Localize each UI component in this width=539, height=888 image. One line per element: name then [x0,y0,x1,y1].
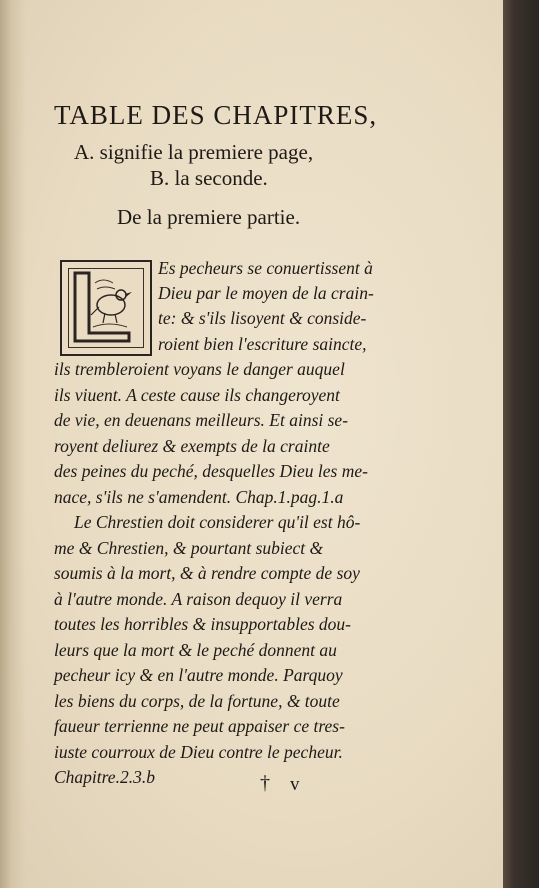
show-through [250,748,450,773]
bird-woodcut-icon [68,268,144,348]
section-heading: De la premiere partie. [117,205,301,229]
text-line: ils viuent. A ceste cause ils changeroyent [54,385,340,405]
text-line: les biens du corps, de la fortune, & toute [54,691,340,711]
text-line: royent deliurez & exempts de la crainte [54,436,330,456]
text-line: de vie, en deuenans meilleurs. Et ainsi se- [54,410,349,430]
text-line: Le Chrestien doit considerer qu'il est hô- [74,512,361,532]
text-line: Es pecheurs se conuertissent à [158,258,373,278]
text-line: des peines du peché, desquelles Dieu les me- [54,461,368,481]
text-line: te: & s'ils lisoyent & conside- [158,308,367,328]
text-line: toutes les horribles & insupportables dou- [54,614,352,634]
subtitle-line-2: B. la seconde. [150,166,268,190]
signature-mark: v [290,774,300,795]
text-line: pecheur icy & en l'autre monde. Parquoy [54,665,343,685]
text-line: iuste courroux de Dieu contre le pecheur. [54,742,343,762]
text-line: faueur terrienne ne peut appaiser ce tres- [54,716,345,736]
text-line: me & Chrestien, & pourtant subiect & [54,538,324,558]
text-line: roient bien l'escriture saincte, [158,334,367,354]
text-line: ils trembleroient voyans le danger auquel [54,359,345,379]
text-line: à l'autre monde. A raison dequoy il verra [54,589,343,609]
text-line: leurs que la mort & le peché donnent au [54,640,337,660]
text-line: soumis à la mort, & à rendre compte de soy [54,563,360,583]
text-line: Chapitre.2.3.b [54,767,155,787]
ornamental-initial [60,260,152,356]
page-gutter [0,0,26,888]
text-line: Dieu par le moyen de la crain- [158,283,374,303]
book-edge [503,0,539,888]
subtitle-line-1: A. signifie la premiere page, [74,140,314,164]
text-line: nace, s'ils ne s'amendent. Chap.1.pag.1.a [54,487,344,507]
table-title: TABLE DES CHAPITRES, [54,100,378,130]
signature-dagger: † [260,772,270,794]
